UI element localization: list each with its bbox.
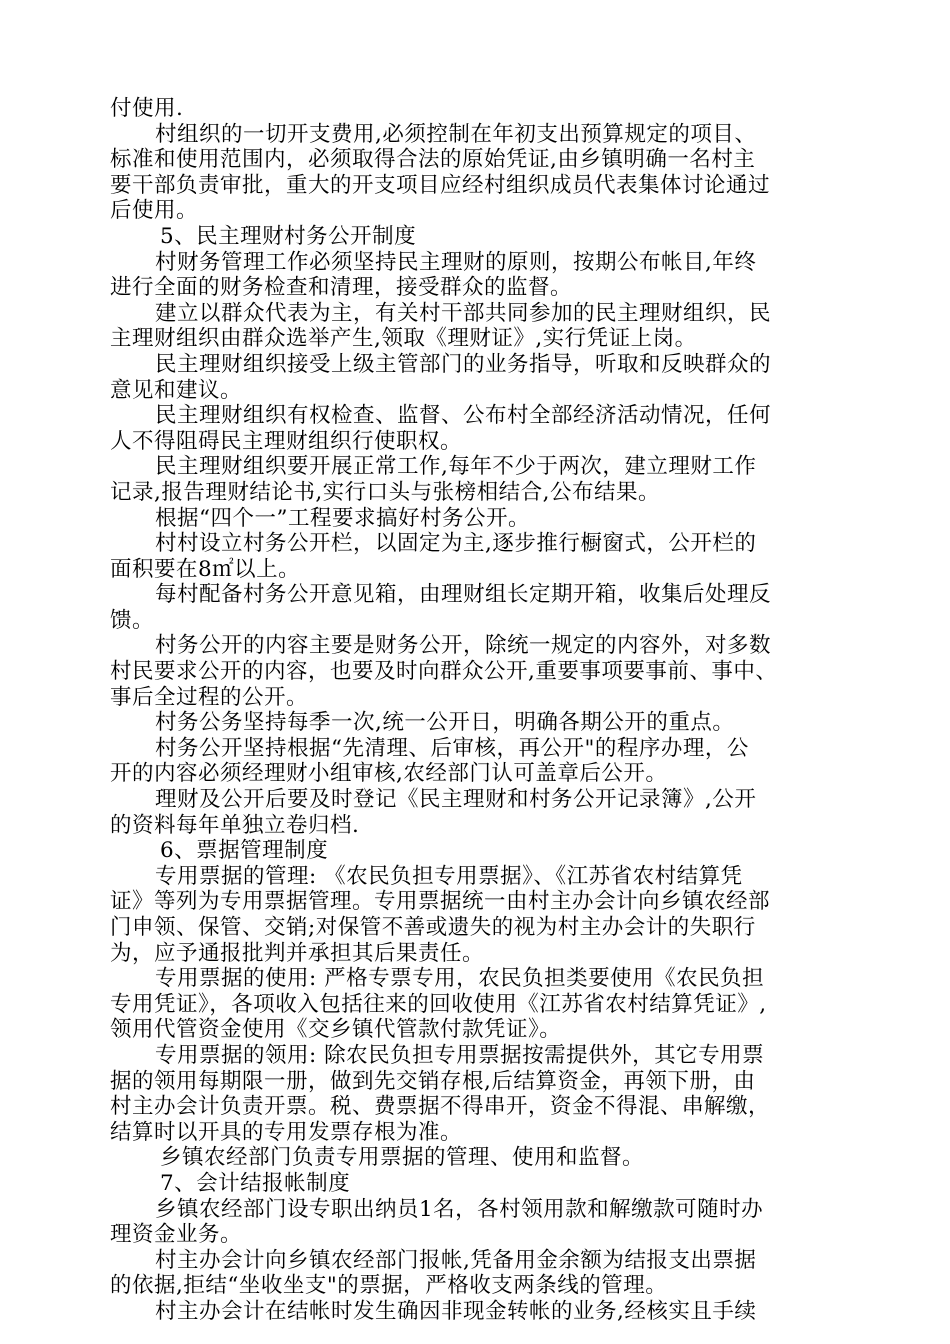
text-line: 记录,报告理财结论书,实行口头与张榜相结合,公布结果。 <box>110 479 661 505</box>
text-line: 证》等列为专用票据管理。专用票据统一由村主办会计向乡镇农经部 <box>110 889 771 915</box>
section-heading: 乡镇农经部门负责专用票据的管理、使用和监督。 <box>160 1145 645 1171</box>
text-line: 民主理财组织有权检查、监督、公布村全部经济活动情况，任何 <box>155 403 772 429</box>
text-line: 村务公务坚持每季一次,统一公开日，明确各期公开的重点。 <box>155 710 735 736</box>
text-line: 村务公开的内容主要是财务公开，除统一规定的内容外，对多数 <box>155 633 772 659</box>
text-line: 村民要求公开的内容，也要及时向群众公开,重要事项要事前、事中、 <box>110 659 778 685</box>
text-line: 村主办会计向乡镇农经部门报帐,凭备用金余额为结报支出票据 <box>155 1247 757 1273</box>
section-heading: 5、民主理财村务公开制度 <box>160 223 417 249</box>
text-line: 馈。 <box>110 607 155 633</box>
text-line: 村主办会计负责开票。税、费票据不得串开，资金不得混、串解缴， <box>110 1094 771 1120</box>
text-line: 主理财组织由群众选举产生,领取《理财证》,实行凭证上岗。 <box>110 326 697 352</box>
text-line: 的依据,拒结“坐收坐支"的票据，严格收支两条线的管理。 <box>110 1273 668 1299</box>
text-line: 村主办会计在结帐时发生确因非现金转帐的业务,经核实且手续 <box>155 1298 757 1324</box>
text-line: 村财务管理工作必须坚持民主理财的原则，按期公布帐目,年终 <box>155 249 757 275</box>
text-line: 专用票据的领用: 除农民负担专用票据按需提供外，其它专用票 <box>155 1042 765 1068</box>
text-line: 专用票据的使用: 严格专票专用，农民负担类要使用《农民负担 <box>155 966 765 992</box>
text-line: 理财及公开后要及时登记《民主理财和村务公开记录簿》,公开 <box>155 787 757 813</box>
text-line: 开的内容必须经理财小组审核,农经部门认可盖章后公开。 <box>110 761 668 787</box>
text-line: 人不得阻碍民主理财组织行使职权。 <box>110 428 463 454</box>
text-line: 乡镇农经部门设专职出纳员1名，各村领用款和解缴款可随时办 <box>155 1196 764 1222</box>
text-line: 领用代管资金使用《交乡镇代管款付款凭证》。 <box>110 1017 562 1043</box>
text-line: 根据“四个一”工程要求搞好村务公开。 <box>155 505 530 531</box>
text-line: 门申领、保管、交销;对保管不善或遗失的视为村主办会计的失职行 <box>110 915 756 940</box>
text-line: 村务公开坚持根据“先清理、后审核，再公开"的程序办理，公 <box>155 735 749 761</box>
text-line: 每村配备村务公开意见箱，由理财组长定期开箱，收集后处理反 <box>155 582 772 608</box>
text-line: 民主理财组织要开展正常工作,每年不少于两次，建立理财工作 <box>155 454 757 480</box>
text-line: 标准和使用范围内，必须取得合法的原始凭证,由乡镇明确一名村主 <box>110 147 756 173</box>
section-heading: 7、会计结报帐制度 <box>160 1170 351 1196</box>
text-line: 理资金业务。 <box>110 1222 243 1248</box>
text-line: 的资料每年单独立卷归档. <box>110 812 360 838</box>
text-line: 面积要在8㎡以上。 <box>110 556 301 582</box>
text-line: 后使用。 <box>110 198 199 224</box>
text-line: 事后全过程的公开。 <box>110 684 309 710</box>
text-line: 结算时以开具的专用发票存根为准。 <box>110 1119 463 1145</box>
text-line: 专用凭证》，各项收入包括往来的回收使用《江苏省农村结算凭证》, <box>110 991 767 1017</box>
text-line: 进行全面的财务检查和清理，接受群众的监督。 <box>110 275 573 301</box>
text-line: 付使用. <box>110 96 184 121</box>
text-line: 专用票据的管理: 《农民负担专用票据》、《江苏省农村结算凭 <box>155 863 743 889</box>
text-line: 为，应予通报批判并承担其后果责任。 <box>110 940 485 966</box>
section-heading: 6、票据管理制度 <box>160 838 329 864</box>
text-line: 据的领用每期限一册，做到先交销存根,后结算资金，再领下册，由 <box>110 1068 756 1094</box>
document-body <box>110 96 840 1325</box>
text-line: 民主理财组织接受上级主管部门的业务指导，听取和反映群众的 <box>155 351 772 377</box>
text-line: 意见和建议。 <box>110 377 243 403</box>
text-line: 村村设立村务公开栏，以固定为主,逐步推行橱窗式，公开栏的 <box>155 531 757 557</box>
text-line: 村组织的一切开支费用,必须控制在年初支出预算规定的项目、 <box>155 121 757 147</box>
text-line: 建立以群众代表为主，有关村干部共同参加的民主理财组织，民 <box>155 300 772 326</box>
text-line: 要干部负责审批，重大的开支项目应经村组织成员代表集体讨论通过 <box>110 172 771 198</box>
